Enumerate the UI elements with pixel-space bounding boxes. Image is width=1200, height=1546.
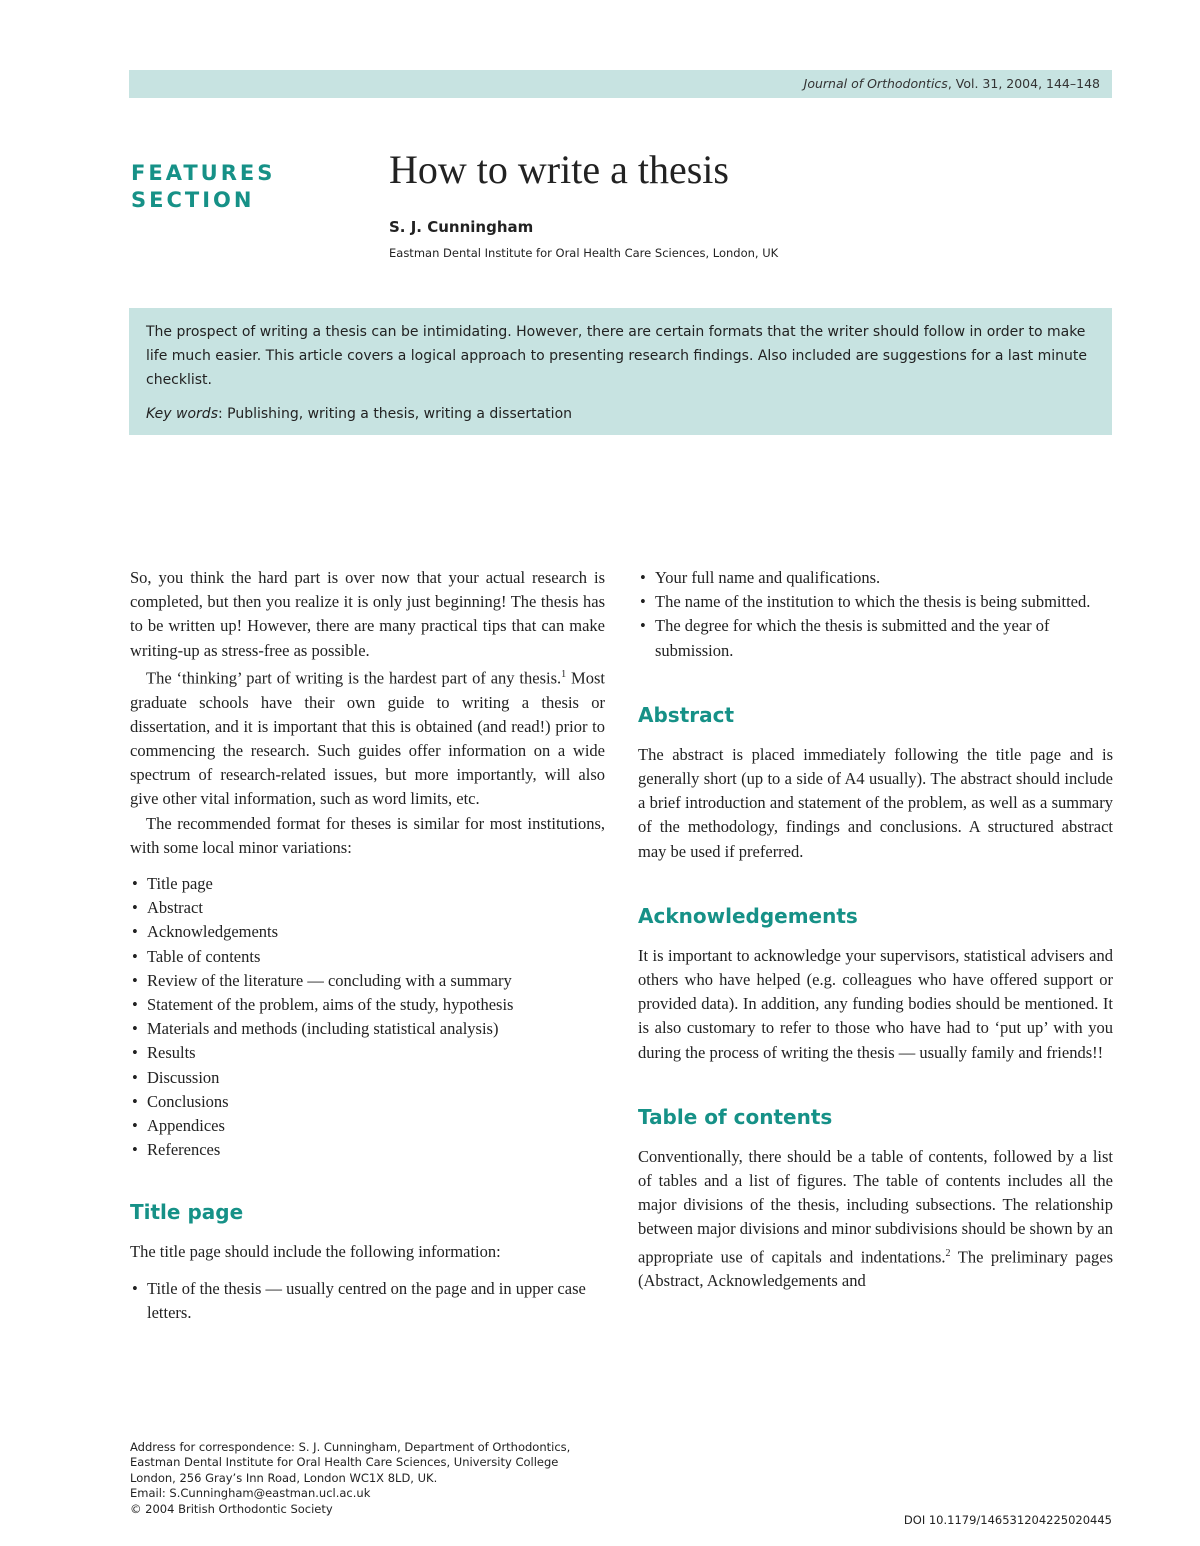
list-item: • Abstract [130, 896, 605, 920]
intro-paragraph-3: The recommended format for theses is similar for most institutions, with some local minor variations: [130, 813, 605, 857]
right-column [638, 566, 1113, 1294]
keywords [146, 402, 1095, 426]
journal-name: Journal of Orthodontics [803, 76, 948, 91]
list-item: • References [130, 1138, 605, 1162]
intro-paragraph-1: So, you think the hard part is over now that your actual research is completed, but then you realize it is only just beginning! The thesis has to be written up! However, there are many practical tips that can make writing-up as stress-free as possible. [130, 568, 605, 660]
author-name: S. J. Cunningham [389, 218, 534, 236]
intro-paragraph-2 [130, 663, 605, 812]
ref-superscript-1: 1 [561, 668, 567, 680]
heading-title-page: Title page [130, 1200, 244, 1225]
intro-paragraph-2-text-a: The ‘thinking’ part of writing is the hardest part of any thesis. [146, 668, 562, 688]
list-item: • Conclusions [130, 1090, 605, 1114]
section-label-line-1: FEATURES [131, 161, 276, 185]
toc-text-a: Conventionally, there should be a table of contents, followed by a list of tables and a list of figures. The table of contents includes all the major divisions of the thesis, including subsections. The relationship between major divisions and minor subdivisions should be shown by an appropriate use of capitals and indentations. [638, 1146, 1113, 1267]
acknowledgements-text: It is important to acknowledge your supervisors, statistical advisers and others who have helped (e.g. colleagues who have offered support or provided data). In addition, any funding bodies should be mentioned. It is also customary to refer to those who have had to ‘put up’ with you during the process of writing the thesis — usually family and friends!! [638, 945, 1113, 1062]
heading-table-of-contents: Table of contents [638, 1104, 833, 1129]
section-label [131, 160, 351, 214]
thesis-format-list [130, 872, 605, 1162]
list-item: • The degree for which the thesis is submitted and the year of submission. [638, 614, 1113, 662]
list-item: • Review of the literature — concluding with a summary [130, 969, 605, 993]
title-page-intro: The title page should include the following information: [130, 1242, 501, 1262]
ref-superscript-2: 2 [945, 1247, 951, 1259]
list-item: • Materials and methods (including statistical analysis) [130, 1017, 605, 1041]
keywords-list: : Publishing, writing a thesis, writing a dissertation [217, 406, 573, 422]
heading-acknowledgements: Acknowledgements [638, 903, 858, 928]
abstract-text: The prospect of writing a thesis can be intimidating. However, there are certain formats that the writer should follow in order to make life much easier. This article covers a logical approach to presenting research findings. Also included are suggestions for a last minute checklist. [146, 324, 1087, 388]
list-item: • Table of contents [130, 945, 605, 969]
list-item: • Your full name and qualifications. [638, 566, 1113, 590]
list-item: • The name of the institution to which the thesis is being submitted. [638, 590, 1113, 614]
list-item: • Statement of the problem, aims of the study, hypothesis [130, 993, 605, 1017]
email-line: Email: S.Cunningham@eastman.ucl.ac.uk [130, 1486, 371, 1501]
table-of-contents-text [638, 1145, 1113, 1294]
doi: DOI 10.1179/146531204225020445 [903, 1513, 1112, 1527]
title-page-list [130, 1277, 605, 1325]
list-item: • Results [130, 1041, 605, 1065]
heading-abstract: Abstract [638, 702, 735, 727]
list-item: • Discussion [130, 1066, 605, 1090]
address-line: Address for correspondence: S. J. Cunningham, Department of Orthodontics, [130, 1440, 571, 1454]
volume-info: , Vol. 31, 2004, 144–148 [947, 76, 1100, 91]
correspondence-address [130, 1440, 650, 1517]
left-column [130, 566, 605, 1325]
intro-paragraph-2-text-b: Most graduate schools have their own guide to writing a thesis or dissertation, and it is important that this is obtained (and read!) prior to commencing the research. Such guides offer information on a wide spectrum of research-related issues, but more importantly, will also give other vital information, such as word limits, etc. [130, 668, 605, 809]
article-title: How to write a thesis [389, 147, 729, 192]
address-line: London, 256 Gray’s Inn Road, London WC1X 8LD, UK. [130, 1470, 438, 1485]
keywords-label: Key words [146, 406, 218, 422]
section-label-line-2: SECTION [131, 188, 255, 212]
list-item: • Title of the thesis — usually centred on the page and in upper case letters. [130, 1277, 605, 1325]
list-item: • Appendices [130, 1114, 605, 1138]
copyright-line: © 2004 British Orthodontic Society [130, 1501, 333, 1516]
title-page-list-continued [638, 566, 1113, 663]
abstract-section-text: The abstract is placed immediately following the title page and is generally short (up to a side of A4 usually). The abstract should include a brief introduction and statement of the problem, as well as a summary of the methodology, findings and conclusions. A structured abstract may be used if preferred. [638, 744, 1113, 861]
address-line: Eastman Dental Institute for Oral Health Care Sciences, University College [130, 1455, 559, 1470]
list-item: • Acknowledgements [130, 920, 605, 944]
list-item: • Title page [130, 872, 605, 896]
abstract-box [129, 308, 1112, 435]
journal-header-band [129, 70, 1112, 98]
toc-text-b: The preliminary pages (Abstract, Acknowledgements and [638, 1247, 1113, 1291]
author-affiliation: Eastman Dental Institute for Oral Health Care Sciences, London, UK [389, 246, 779, 260]
